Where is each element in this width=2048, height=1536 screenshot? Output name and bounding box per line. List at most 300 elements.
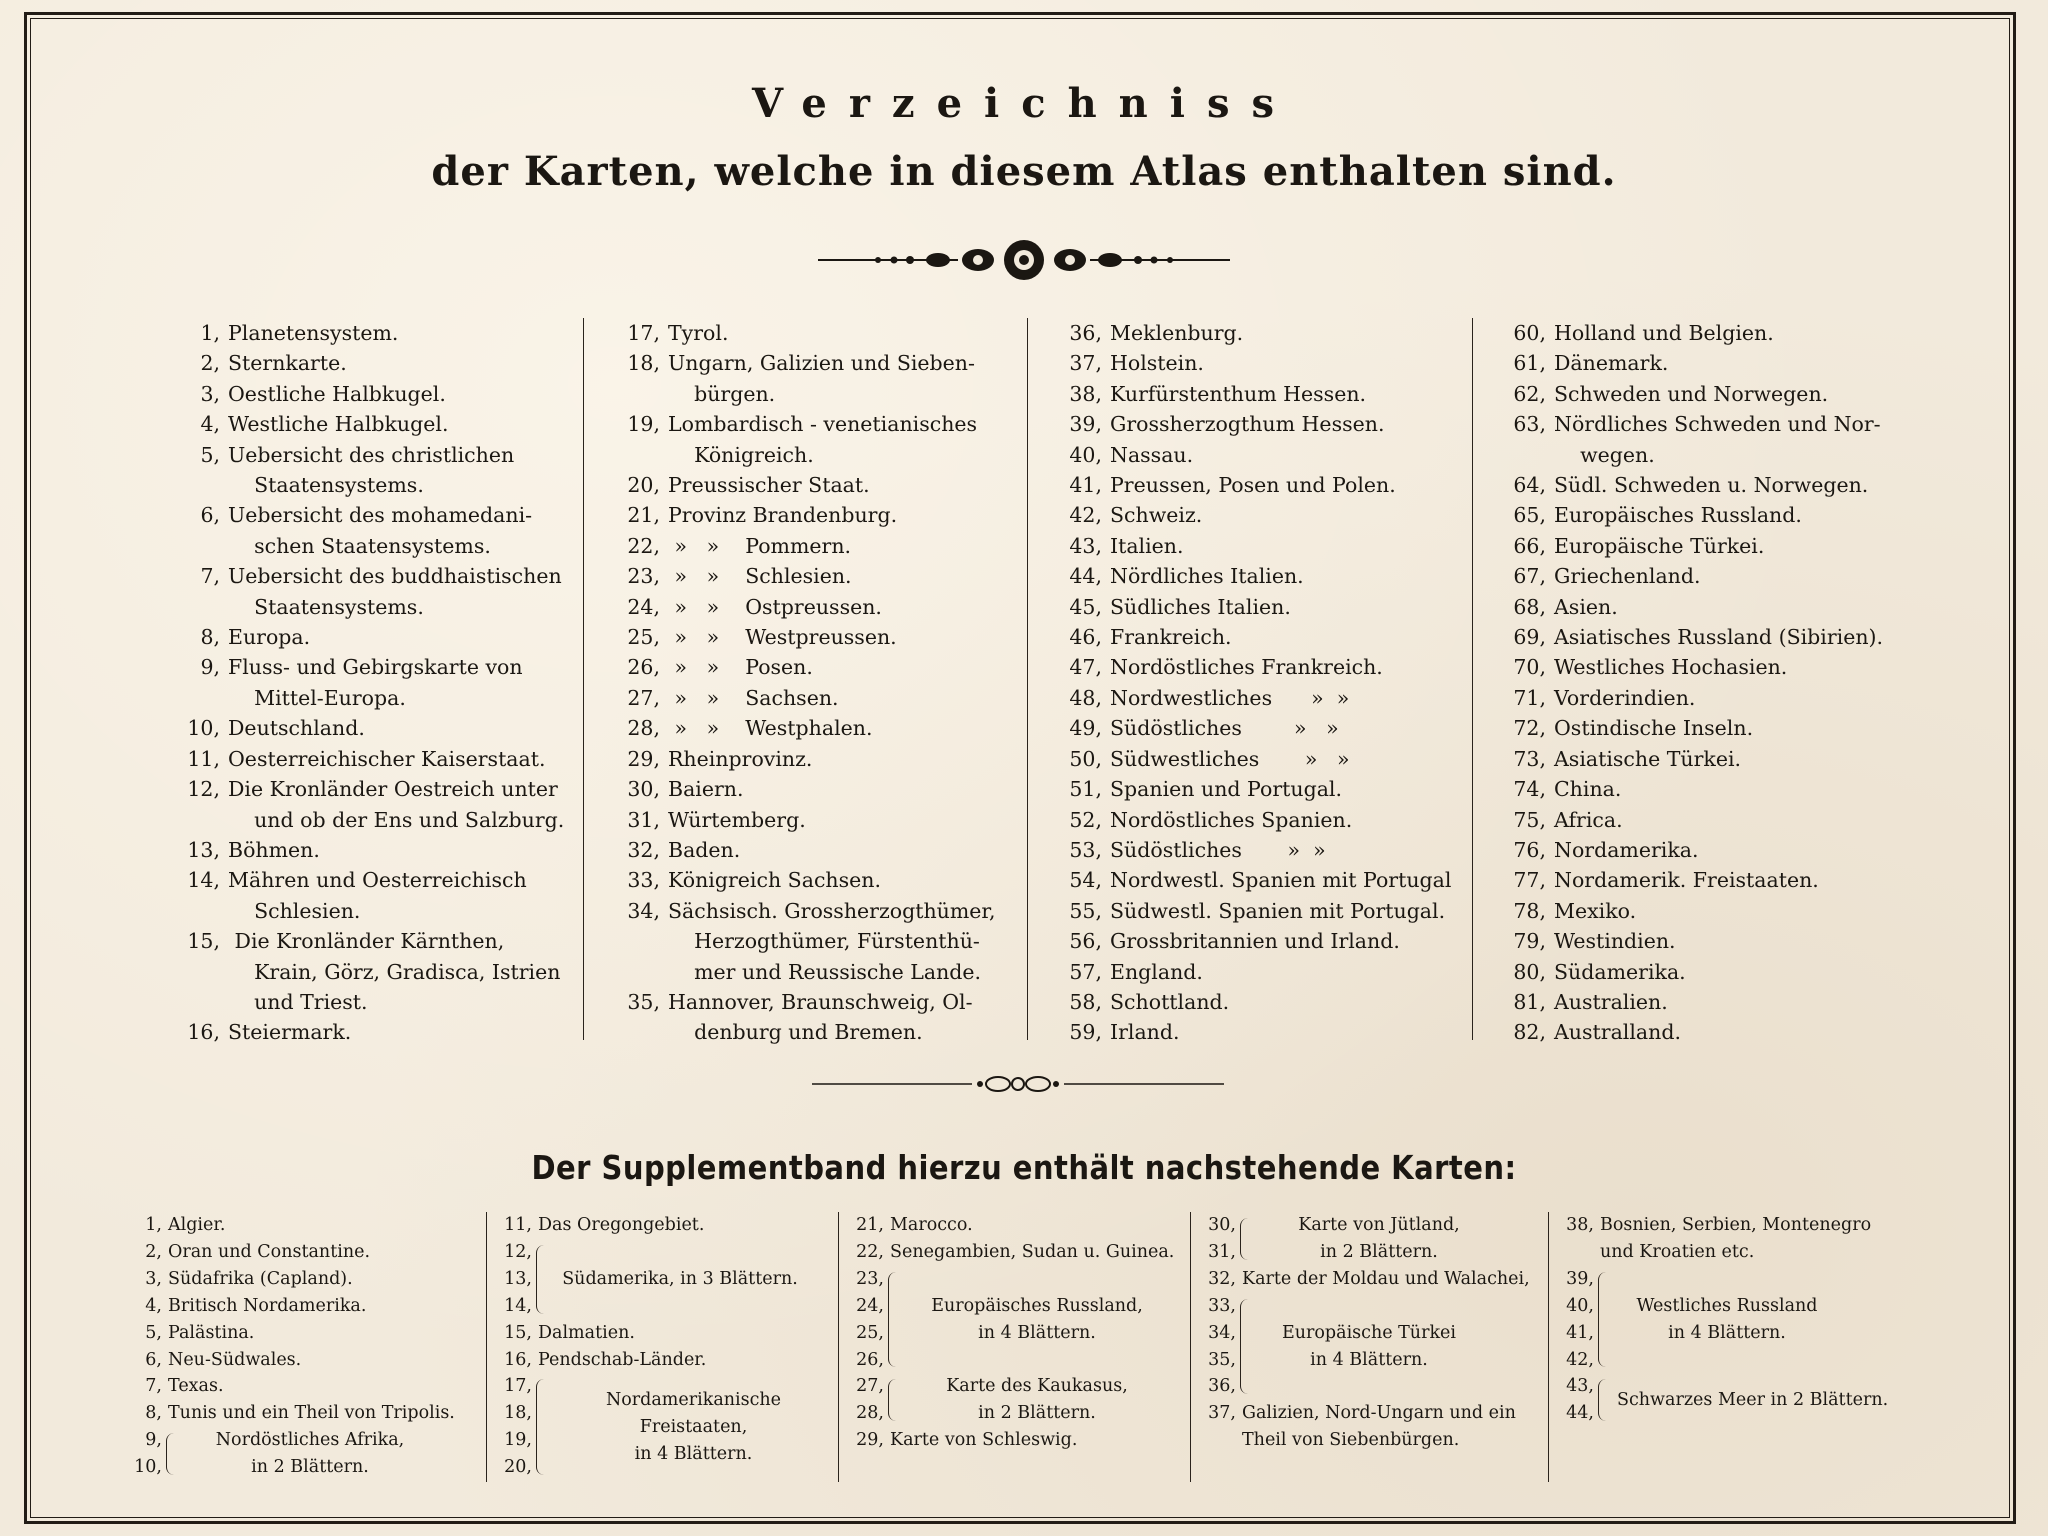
item-title: Südwestliches » » [1110, 746, 1350, 771]
item-title: Südliches Italien. [1110, 594, 1291, 619]
item-number: 75, [1513, 807, 1546, 832]
item-title: » » Westphalen. [668, 716, 873, 741]
item-title: Sächsisch. Grossherzogthümer, Herzogthümer, Fürstenthü- mer und Reussische Lande. [668, 898, 996, 984]
item-number: 3, [200, 381, 220, 406]
list-item [1052, 683, 1472, 713]
list-item [1052, 500, 1472, 530]
item-title: Italien. [1110, 533, 1184, 558]
bracket-group [492, 1373, 832, 1481]
item-number: 8, [200, 625, 220, 650]
item-number: 57, [1069, 959, 1102, 984]
bracket-group [844, 1266, 1184, 1374]
list-item-continuation [1554, 1239, 1914, 1266]
list-item [610, 318, 1020, 348]
item-number: 26, [627, 655, 660, 680]
supplement-column-2 [492, 1212, 832, 1481]
item-number: 19, [504, 1430, 532, 1451]
group-title: Schwarzes Meer in 2 Blättern. [1617, 1389, 1889, 1410]
list-item [610, 622, 1020, 652]
item-title: Südafrika (Capland). [168, 1268, 353, 1289]
list-item [1196, 1400, 1546, 1427]
list-item [170, 318, 570, 348]
item-title: Tyrol. [668, 321, 729, 345]
item-number: 44, [1566, 1403, 1594, 1424]
item-number: 19, [627, 412, 660, 437]
list-item [610, 500, 1020, 530]
item-title: Preussischer Staat. [668, 473, 870, 498]
item-title: Die Kronländer Oestreich unter und ob der Ens und Salzburg. [228, 777, 565, 832]
item-number: 43, [1069, 533, 1102, 558]
list-item [1052, 470, 1472, 500]
item-title: Die Kronländer Kärnthen, Krain, Görz, Gradisca, Istrien und Triest. [234, 929, 561, 1014]
list-item [1496, 348, 1916, 378]
list-item [1496, 409, 1916, 470]
list-item [1052, 713, 1472, 743]
list-item [610, 896, 1020, 987]
item-number: 16, [187, 1020, 220, 1045]
item-number: 44, [1069, 564, 1102, 589]
item-number: 53, [1069, 837, 1102, 862]
item-number: 5, [200, 442, 220, 467]
item-number: 80, [1513, 959, 1546, 984]
list-item [1496, 1017, 1916, 1047]
item-title: Westliches Hochasien. [1554, 655, 1788, 680]
item-title: Australland. [1554, 1020, 1681, 1045]
group-subtitle: in 4 Blättern. [978, 1322, 1096, 1343]
item-title: Schweiz. [1110, 503, 1203, 528]
list-item [122, 1373, 482, 1400]
item-title: Schweden und Norwegen. [1554, 381, 1829, 406]
list-item [610, 835, 1020, 865]
item-number: 14, [187, 868, 220, 893]
item-number: 18, [627, 351, 660, 376]
ornament-middle-icon [812, 1070, 1224, 1098]
item-number: 12, [187, 777, 220, 802]
group-title: Südamerika, in 3 Blättern. [562, 1268, 798, 1289]
item-title: Südl. Schweden u. Norwegen. [1554, 473, 1869, 498]
item-title: Schottland. [1110, 989, 1230, 1014]
bracket-group [1196, 1212, 1546, 1266]
supplement-column-3 [844, 1212, 1184, 1454]
item-title: » » Pommern. [668, 533, 852, 558]
bracket-group [122, 1427, 482, 1481]
list-item [122, 1347, 482, 1374]
item-number: 26, [856, 1349, 884, 1370]
map-list-column-3 [1052, 318, 1472, 1048]
item-number: 33, [627, 868, 660, 893]
item-title: Nordamerika. [1554, 837, 1699, 862]
list-item [170, 561, 570, 622]
item-number: 43, [1566, 1376, 1594, 1397]
item-number: 25, [627, 625, 660, 650]
item-title: Nordöstliches Frankreich. [1110, 655, 1383, 680]
item-title: Dalmatien. [538, 1322, 635, 1343]
item-title: Nordwestliches » » [1110, 685, 1350, 710]
column-divider [1190, 1212, 1191, 1482]
item-title: Rheinprovinz. [668, 746, 813, 771]
item-number: 21, [627, 503, 660, 528]
item-number: 69, [1513, 625, 1546, 650]
group-title: Nordamerikanische Freistaaten, [605, 1389, 782, 1437]
brace-icon [1240, 1218, 1253, 1260]
item-number: 31, [1208, 1241, 1236, 1262]
item-number: 48, [1069, 685, 1102, 710]
item-title: Asiatisches Russland (Sibirien). [1554, 625, 1884, 650]
item-title: Nördliches Italien. [1110, 564, 1304, 589]
list-item [1052, 987, 1472, 1017]
list-item [170, 500, 570, 561]
list-item [1496, 470, 1916, 500]
item-number: 21, [856, 1215, 884, 1235]
item-number: 68, [1513, 594, 1546, 619]
item-title: Mähren und Oesterreichisch Schlesien. [228, 868, 527, 923]
list-item [1052, 835, 1472, 865]
item-number: 46, [1069, 625, 1102, 650]
list-item [170, 440, 570, 501]
item-title: Mexiko. [1554, 898, 1637, 923]
item-number: 61, [1513, 351, 1546, 376]
list-item [1496, 805, 1916, 835]
item-number: 1, [145, 1215, 162, 1235]
list-item [1496, 683, 1916, 713]
item-number: 37, [1069, 351, 1102, 376]
list-item [170, 1017, 570, 1047]
item-number: 38, [1566, 1215, 1594, 1235]
item-title: Westindien. [1554, 929, 1676, 954]
item-number: 47, [1069, 655, 1102, 680]
item-number: 6, [200, 503, 220, 528]
item-number: 54, [1069, 868, 1102, 893]
item-title: Südamerika. [1554, 959, 1686, 984]
list-item [610, 561, 1020, 591]
item-number: 42, [1566, 1349, 1594, 1370]
list-item [1496, 500, 1916, 530]
list-item [170, 622, 570, 652]
item-number: 35, [1208, 1349, 1236, 1370]
item-title: Hannover, Braunschweig, Ol- denburg und Bremen. [668, 989, 973, 1045]
list-item [1554, 1212, 1914, 1239]
item-title: Palästina. [168, 1322, 255, 1343]
item-number: 25, [856, 1322, 884, 1343]
list-item [844, 1212, 1184, 1239]
ornament-top-icon [818, 238, 1230, 282]
list-item [1496, 774, 1916, 804]
group-title: Karte von Jütland, [1298, 1215, 1460, 1235]
item-number: 9, [200, 655, 220, 680]
item-title: Grossherzogthum Hessen. [1110, 412, 1385, 437]
item-number: 14, [504, 1295, 532, 1316]
item-title: Westliche Halbkugel. [228, 412, 449, 437]
item-title: Pendschab-Länder. [538, 1349, 707, 1370]
list-item-continuation [1196, 1427, 1546, 1454]
list-item [122, 1400, 482, 1427]
list-item [610, 744, 1020, 774]
list-item [170, 744, 570, 774]
column-divider [486, 1212, 487, 1482]
page-subtitle: der Karten, welche in diesem Atlas enthalten sind. [431, 148, 1617, 195]
item-title: Ungarn, Galizien und Sieben- bürgen. [668, 351, 975, 406]
list-item [122, 1320, 482, 1347]
supplement-heading: Der Supplementband hierzu enthält nachstehende Karten: [531, 1148, 1517, 1187]
item-number: 20, [504, 1457, 532, 1478]
list-item [610, 805, 1020, 835]
item-number: 30, [627, 777, 660, 802]
item-title: Marocco. [890, 1215, 973, 1235]
item-number: 36, [1208, 1376, 1236, 1397]
item-number: 24, [856, 1295, 884, 1316]
list-item [1052, 622, 1472, 652]
item-number: 12, [504, 1241, 532, 1262]
item-number: 39, [1566, 1268, 1594, 1289]
list-item [170, 409, 570, 439]
item-number: 58, [1069, 989, 1102, 1014]
item-title: Oran und Constantine. [168, 1241, 371, 1262]
item-title: Uebersicht des christlichen Staatensystems. [228, 442, 515, 498]
list-item [610, 592, 1020, 622]
item-title: Africa. [1554, 807, 1623, 832]
item-number: 22, [627, 533, 660, 558]
list-item [170, 379, 570, 409]
item-number: 36, [1069, 321, 1102, 345]
brace-icon [166, 1433, 179, 1475]
list-item [1052, 318, 1472, 348]
brace-icon [1598, 1272, 1611, 1368]
item-number: 35, [627, 989, 660, 1014]
item-title: Dänemark. [1554, 351, 1669, 376]
item-number: 40, [1069, 442, 1102, 467]
item-number: 62, [1513, 381, 1546, 406]
item-title: Uebersicht des mohamedani- schen Staatensystems. [228, 503, 533, 558]
item-title: Deutschland. [228, 716, 365, 741]
bracket-group [1554, 1266, 1914, 1374]
list-item [1496, 926, 1916, 956]
item-number: 41, [1566, 1322, 1594, 1343]
item-number: 72, [1513, 716, 1546, 741]
item-number: 51, [1069, 777, 1102, 802]
item-number: 22, [856, 1241, 884, 1262]
bracket-group [1554, 1373, 1914, 1427]
item-title: » » Westpreussen. [668, 625, 897, 650]
item-title: Südwestl. Spanien mit Portugal. [1110, 898, 1446, 923]
item-title: Lombardisch - venetianisches Königreich. [668, 412, 978, 467]
item-number: 59, [1069, 1020, 1102, 1045]
list-item [170, 835, 570, 865]
list-item [610, 348, 1020, 409]
item-number: 41, [1069, 473, 1102, 498]
item-title: Neu-Südwales. [168, 1349, 302, 1370]
item-number: 27, [856, 1376, 884, 1397]
list-item [1496, 652, 1916, 682]
item-number: 20, [627, 473, 660, 498]
group-subtitle: in 2 Blättern. [978, 1403, 1096, 1424]
group-subtitle: in 2 Blättern. [1320, 1241, 1438, 1262]
list-item [492, 1212, 832, 1239]
bracket-group [492, 1239, 832, 1320]
item-number: 78, [1513, 898, 1546, 923]
list-item [1052, 865, 1472, 895]
item-title: Spanien und Portugal. [1110, 777, 1343, 802]
list-item [170, 865, 570, 926]
item-title: Irland. [1110, 1020, 1180, 1045]
item-title: Asien. [1554, 594, 1618, 619]
list-item [610, 774, 1020, 804]
item-title: Uebersicht des buddhaistischen Staatensystems. [228, 564, 562, 619]
list-item [170, 652, 570, 713]
item-number: 77, [1513, 868, 1546, 893]
list-item [122, 1212, 482, 1239]
item-number: 39, [1069, 412, 1102, 437]
item-number: 74, [1513, 777, 1546, 802]
item-title: Senegambien, Sudan u. Guinea. [890, 1241, 1175, 1262]
item-title: Nordwestl. Spanien mit Portugal [1110, 868, 1452, 893]
list-item [1496, 592, 1916, 622]
item-number: 23, [627, 564, 660, 589]
item-number: 79, [1513, 929, 1546, 954]
list-item [610, 713, 1020, 743]
list-item [1052, 1017, 1472, 1047]
item-number: 29, [856, 1430, 884, 1451]
list-item [610, 652, 1020, 682]
item-number: 27, [627, 685, 660, 710]
list-item [1052, 440, 1472, 470]
item-number: 2, [200, 351, 220, 376]
group-title: Karte des Kaukasus, [946, 1376, 1128, 1397]
item-title: Asiatische Türkei. [1554, 746, 1742, 771]
item-number: 67, [1513, 564, 1546, 589]
item-number: 73, [1513, 746, 1546, 771]
item-number: 10, [187, 716, 220, 741]
item-title: Königreich Sachsen. [668, 868, 881, 893]
list-item [1496, 713, 1916, 743]
item-title: Steiermark. [228, 1020, 352, 1045]
list-item [1052, 957, 1472, 987]
list-item [170, 926, 570, 1017]
item-number: 32, [627, 837, 660, 862]
item-number: 2, [145, 1241, 162, 1262]
list-item [122, 1266, 482, 1293]
list-item [1052, 774, 1472, 804]
item-title: Südöstliches » » [1110, 716, 1339, 741]
item-title: » » Posen. [668, 655, 813, 680]
brace-icon [888, 1379, 901, 1421]
item-number: 17, [627, 321, 660, 345]
list-item [122, 1239, 482, 1266]
brace-icon [1240, 1299, 1253, 1395]
list-item [492, 1347, 832, 1374]
item-title: » » Schlesien. [668, 564, 852, 589]
item-number: 55, [1069, 898, 1102, 923]
item-number: 11, [187, 746, 220, 771]
item-title: Vorderindien. [1554, 685, 1696, 710]
item-number: 60, [1513, 321, 1546, 345]
column-divider [838, 1212, 839, 1482]
item-number: 28, [856, 1403, 884, 1424]
list-item [1496, 561, 1916, 591]
brace-icon [536, 1245, 549, 1314]
list-item [492, 1320, 832, 1347]
group-title: Westliches Russland [1636, 1295, 1818, 1316]
item-number: 64, [1513, 473, 1546, 498]
list-item [1052, 926, 1472, 956]
brace-icon [888, 1272, 901, 1368]
item-title: China. [1554, 777, 1622, 802]
map-list-column-1 [170, 318, 570, 1048]
list-item [1196, 1266, 1546, 1293]
list-item [170, 348, 570, 378]
item-title: Fluss- und Gebirgskarte von Mittel-Europa. [228, 655, 523, 710]
item-title: Baden. [668, 837, 741, 862]
item-number: 40, [1566, 1295, 1594, 1316]
item-title: Bosnien, Serbien, Montenegro [1600, 1215, 1872, 1235]
column-divider [1027, 318, 1028, 1040]
item-title: Texas. [168, 1376, 224, 1397]
supplement-column-4 [1196, 1212, 1546, 1454]
group-title: Europäische Türkei [1281, 1322, 1457, 1343]
item-title: Algier. [168, 1215, 226, 1235]
item-number: 52, [1069, 807, 1102, 832]
group-subtitle: in 4 Blättern. [1668, 1322, 1786, 1343]
item-title: Britisch Nordamerika. [168, 1295, 367, 1316]
supplement-column-5 [1554, 1212, 1914, 1427]
list-item [1052, 561, 1472, 591]
item-number: 8, [145, 1403, 162, 1424]
item-title: Nördliches Schweden und Nor- wegen. [1554, 412, 1881, 467]
item-number: 5, [145, 1322, 162, 1343]
item-title: Europa. [228, 625, 311, 650]
item-number: 34, [627, 898, 660, 923]
item-number: 31, [627, 807, 660, 832]
item-number: 13, [504, 1268, 532, 1289]
item-number: 17, [504, 1376, 532, 1397]
item-number: 4, [145, 1295, 162, 1316]
item-number: 28, [627, 716, 660, 741]
item-title: Provinz Brandenburg. [668, 503, 898, 528]
item-number: 65, [1513, 503, 1546, 528]
item-title: Böhmen. [228, 837, 320, 862]
item-title: Das Oregongebiet. [538, 1215, 705, 1235]
list-item [1496, 835, 1916, 865]
list-item [1052, 592, 1472, 622]
item-number: 18, [504, 1403, 532, 1424]
list-item [1496, 896, 1916, 926]
group-subtitle: in 2 Blättern. [251, 1457, 369, 1478]
item-title: Nassau. [1110, 442, 1194, 467]
item-title: Karte von Schleswig. [890, 1430, 1078, 1451]
item-number: 81, [1513, 989, 1546, 1014]
list-item [1496, 957, 1916, 987]
list-item [1496, 622, 1916, 652]
list-item [844, 1427, 1184, 1454]
item-title: Ostindische Inseln. [1554, 716, 1754, 741]
item-number: 13, [187, 837, 220, 862]
list-item [1052, 348, 1472, 378]
item-title: » » Ostpreussen. [668, 594, 882, 619]
list-item [1052, 744, 1472, 774]
list-item [1052, 652, 1472, 682]
item-title: England. [1110, 959, 1203, 984]
list-item [610, 531, 1020, 561]
map-list-column-2 [610, 318, 1020, 1048]
item-number: 10, [134, 1457, 162, 1478]
item-number: 23, [856, 1268, 884, 1289]
list-item [610, 987, 1020, 1048]
list-item [1052, 896, 1472, 926]
item-title: Oesterreichischer Kaiserstaat. [228, 746, 546, 771]
list-item [170, 774, 570, 835]
item-title: Sternkarte. [228, 351, 347, 376]
group-subtitle: in 4 Blättern. [634, 1443, 753, 1464]
list-item [844, 1239, 1184, 1266]
